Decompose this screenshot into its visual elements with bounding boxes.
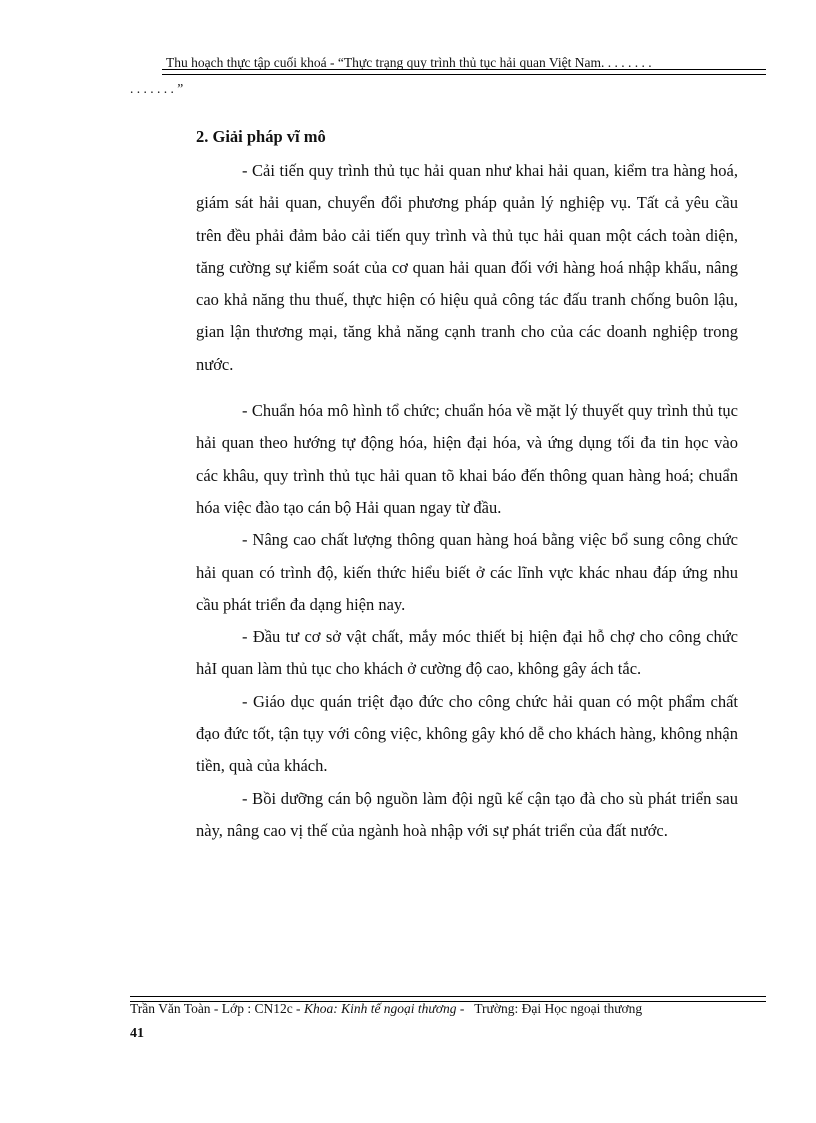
paragraph: - Nâng cao chất lượng thông quan hàng hoá bằng việc bổ sung công chức hải quan có trình độ, kiến thức hiểu biết ở các lĩnh vực khác nhau đáp ứng nhu cầu phát triển đa dạng hiện nay. <box>196 530 738 614</box>
header-title: Thu hoạch thực tập cuối khoá - “Thực trạng quy trình thủ tục hải quan Việt Nam. . . . . . . . <box>166 55 652 70</box>
paragraph: - Cải tiến quy trình thủ tục hải quan như khai hải quan, kiểm tra hàng hoá, giám sát hải quan, chuyển đổi phương pháp quản lý nghiệp vụ. Tất cả yêu cầu trên đều phải đảm bảo cải tiến quy trình và thủ tục hải quan một cách toàn diện, tăng cường sự kiểm soát của cơ quan hải quan đối với hàng hoá nhập khẩu, nâng cao khả năng thu thuế, thực hiện có hiệu quả công tác đấu tranh chống buôn lậu, gian lận thương mại, tăng khả năng cạnh tranh cho của các doanh nghiệp trong nước. <box>196 161 738 374</box>
header-rule <box>162 69 766 75</box>
header-title-continuation: . . . . . . . ” <box>130 81 184 96</box>
section-title: 2. Giải pháp vĩ mô <box>196 127 326 146</box>
footer-author: Trần Văn Toàn - Lớp : CN12c - <box>130 1001 304 1016</box>
paragraph: - Bồi dưỡng cán bộ nguồn làm đội ngũ kế cận tạo đà cho sù phát triển sau này, nâng cao vị thế của ngành hoà nhập với sự phát triển của đất nước. <box>196 788 738 840</box>
paragraph: - Đầu tư cơ sở vật chất, mắy móc thiết bị hiện đại hỗ chợ cho công chức hảI quan làm thủ tục cho khách ở cường độ cao, không gây ách tắc. <box>196 627 738 679</box>
footer-school: Trường: Đại Học ngoại thương <box>467 1001 643 1016</box>
paragraph: - Chuẩn hóa mô hình tổ chức; chuẩn hóa về mặt lý thuyết quy trình thủ tục hải quan theo hướng tự động hóa, hiện đại hóa, và ứng dụng tối đa tin học vào các khâu, quy trình thủ tục hải quan tõ khai báo đến thông quan hàng hoá; chuẩn hóa việc đào tạo cán bộ Hải quan ngay từ đầu. <box>196 401 738 517</box>
footer-faculty: Khoa: Kinh tế ngoại thương - <box>303 1001 468 1016</box>
page-footer <box>130 999 642 1019</box>
paragraph: - Giáo dục quán triệt đạo đức cho công chức hải quan có một phẩm chất đạo đức tốt, tận tụy với công việc, không gây khó dễ cho khách hàng, không nhận tiền, quà của khách. <box>196 691 738 776</box>
main-content <box>196 125 738 847</box>
page-number: 41 <box>130 1026 144 1041</box>
